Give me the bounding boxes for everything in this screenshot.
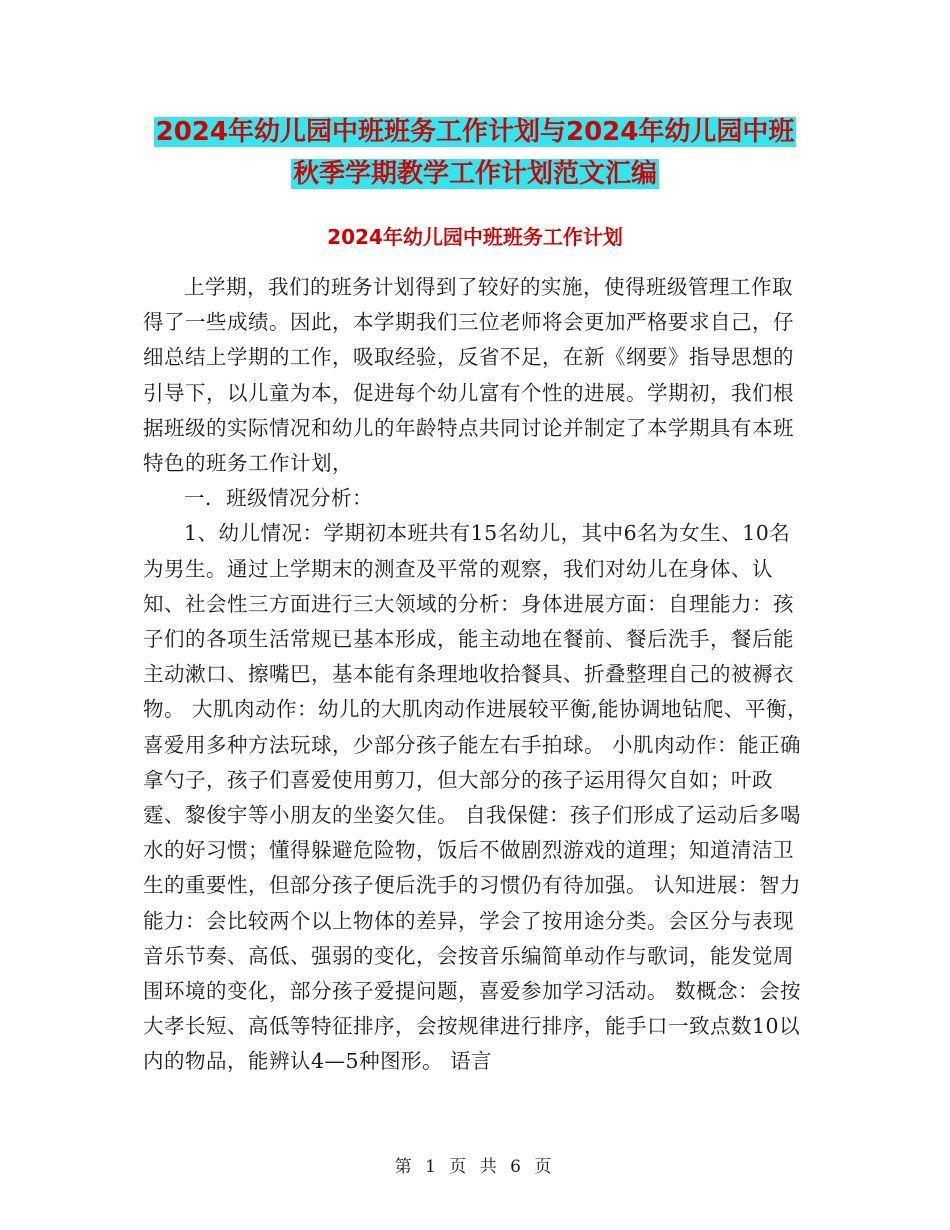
paragraph-children-analysis: 1、幼儿情况：学期初本班共有15名幼儿，其中6名为女生、10名为男生。通过上学期末的测查及平常的观察，我们对幼儿在身体、认知、社会性三方面进行三大领域的分析：身体进展方面：自理能力：孩子们的各项生活常规已基本形成，能主动地在餐前、餐后洗手，餐后能主动漱口、擦嘴巴，基本能有条理地收拾餐具、折叠整理自己的被褥衣物。 大肌肉动作：幼儿的大肌肉动作进展较平衡,能协调地钻爬、平衡，喜爱用多种方法玩球，少部分孩子能左右手拍球。 小肌肉动作：能正确拿勺子，孩子们喜爱使用剪刀，但大部分的孩子运用得欠自如；叶政霆、黎俊宇等小朋友的坐姿欠佳。 自我保健：孩子们形成了运动后多喝水的好习惯；懂得躲避危险物，饭后不做剧烈游戏的道理；知道清洁卫生的重要性，但部分孩子便后洗手的习惯仍有待加强。 认知进展：智力能力：会比较两个以上物体的差异，学会了按用途分类。会区分与表现音乐节奏、高低、强弱的变化，会按音乐编简单动作与歌词，能发觉周围环境的变化，部分孩子爱提问题，喜爱参加学习活动。 数概念：会按大孝长短、高低等特征排序，会按规律进行排序，能手口一致点数10以内的物品，能辨认4—5种图形。 语言 — [143, 521, 809, 1074]
title-highlight-2: 秋季学期教学工作计划范文汇编 — [292, 159, 657, 189]
section-title: 2024年幼儿园中班班务工作计划 — [327, 225, 623, 249]
body-text — [143, 270, 809, 1080]
paragraph-heading: 一．班级情况分析： — [184, 486, 373, 511]
document-title-line-2 — [0, 155, 950, 193]
title-highlight-1: 2024年幼儿园中班班务工作计划与2024年幼儿园中班 — [155, 117, 795, 147]
page-footer: 第 1 页 共 6 页 — [394, 1157, 556, 1177]
paragraph-intro: 上学期，我们的班务计划得到了较好的实施，使得班级管理工作取得了一些成绩。因此，本学期我们三位老师将会更加严格要求自己，仔细总结上学期的工作，吸取经验，反省不足，在新《纲要》指导思想的引导下，以儿童为本，促进每个幼儿富有个性的进展。学期初，我们根据班级的实际情况和幼儿的年龄特点共同讨论并制定了本学期具有本班特色的班务工作计划， — [143, 275, 794, 476]
document-title-line-1 — [0, 113, 950, 151]
